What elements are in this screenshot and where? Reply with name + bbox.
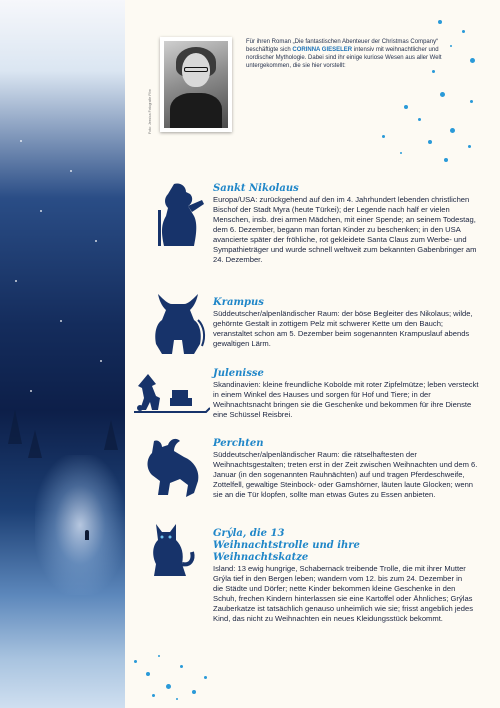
entry-title: Krampus bbox=[213, 297, 264, 308]
entry-text: Skandinavien: kleine freundliche Kobolde mit roter Zipfelmütze; leben versteckt in einem Winkel des Hauses und sorgen für Hof und Tiere; in der Weihnachtsnacht bringen sie die Geschenke und bekommen für ihre Dienste eine Schüssel Reisbrei. bbox=[213, 380, 479, 419]
intro-text bbox=[246, 38, 456, 70]
entry-text: Europa/USA: zurückgehend auf den im 4. Jahrhundert lebenden christlichen Bischof der Stadt Myra (heute Türkei); der Legende nach half er vielen Menschen, insb. drei armen Mädchen, mit einer Spende; an seinem Todestag, dem 6. Dezember, begann man fortan Kinder zu beschenken; in den USA avancierte später der fröhliche, rot gekleidete Santa Claus zum Werbe- und Sympathieträger und wurde schnell weltweit zum bekannten Gabenbringer am 24. Dezember. bbox=[213, 195, 477, 264]
photo-credit: Foto: Jessica Fotografie Film bbox=[148, 89, 152, 134]
entry-julenisse bbox=[213, 368, 483, 420]
entry-text: Island: 13 ewig hungrige, Schabernack treibende Trolle, die mit ihrer Mutter Grýla tief in den Bergen leben; wandern vom 12. bis zum 24. Dezember in die Städte und Dörfer; nette Kinder bekommen kleine Geschenke in den Schuh, frechen Kindern hinterlassen sie eine Kartoffel oder Ähnliches; Grýlas Zauberkatze ist tatsächlich genauso unheimlich wie sie; frisst angeblich jedes Kind, das nicht zu Weihnachten ein neues Kleidungsstück bekommt. bbox=[213, 564, 474, 623]
entry-title: Perchten bbox=[213, 438, 264, 449]
yule-cat-silhouette bbox=[148, 520, 198, 582]
entry-perchten bbox=[213, 438, 483, 500]
lone-figure bbox=[85, 530, 89, 540]
sankt-nikolaus-silhouette bbox=[150, 180, 206, 248]
entry-gryla bbox=[213, 528, 473, 624]
author-photo bbox=[160, 37, 232, 132]
entry-krampus bbox=[213, 297, 483, 349]
krampus-silhouette bbox=[148, 290, 208, 356]
entry-title: Julenisse bbox=[213, 368, 264, 379]
winter-night-illustration bbox=[0, 0, 125, 708]
julenisse-silhouette bbox=[130, 370, 210, 422]
intro-line-2: intensiv mit weihnachtlicher und nordischer Mythologie. Dabei sind ihr einige kuriose Wesen aus aller Welt untergekommen, die sie hier vorstellt: bbox=[246, 47, 442, 69]
entry-text: Süddeutscher/alpenländischer Raum: der böse Begleiter des Nikolaus; wilde, gehörnte Gestalt in zottigem Pelz mit schwerer Kette um den Bauch; veranstaltet schon am 5. Dezember beim sogenannten Krampuslauf abends gewaltigen Lärm. bbox=[213, 309, 473, 348]
intro-line-1: Für ihren Roman „Die fantastischen Abenteuer der Christmas Company“ beschäftigte sich bbox=[246, 39, 439, 53]
author-name: CORINNA GIESELER bbox=[292, 47, 353, 53]
entry-title: Grýla, die 13 Weihnachtstrolle und ihre Weihnachtskatze bbox=[213, 528, 360, 563]
perchten-silhouette bbox=[140, 435, 206, 501]
entry-text: Süddeutscher/alpenländischer Raum: die rätselhaftesten der Weihnachtsgestalten; treten erst in der Zeit zwischen Weihnachten und dem 6. Januar (in den sogenannten Rauhnächten) auf und tragen Pferdeschweife, Zottelfell, gewaltige Steinbock- oder Gamshörner, läuten laute Glocken; wenn sie an die Tür klopfen, sollte man etwas Gutes zu Essen anbieten. bbox=[213, 450, 478, 499]
entry-sankt-nikolaus bbox=[213, 183, 483, 265]
entry-title: Sankt Nikolaus bbox=[213, 183, 299, 194]
